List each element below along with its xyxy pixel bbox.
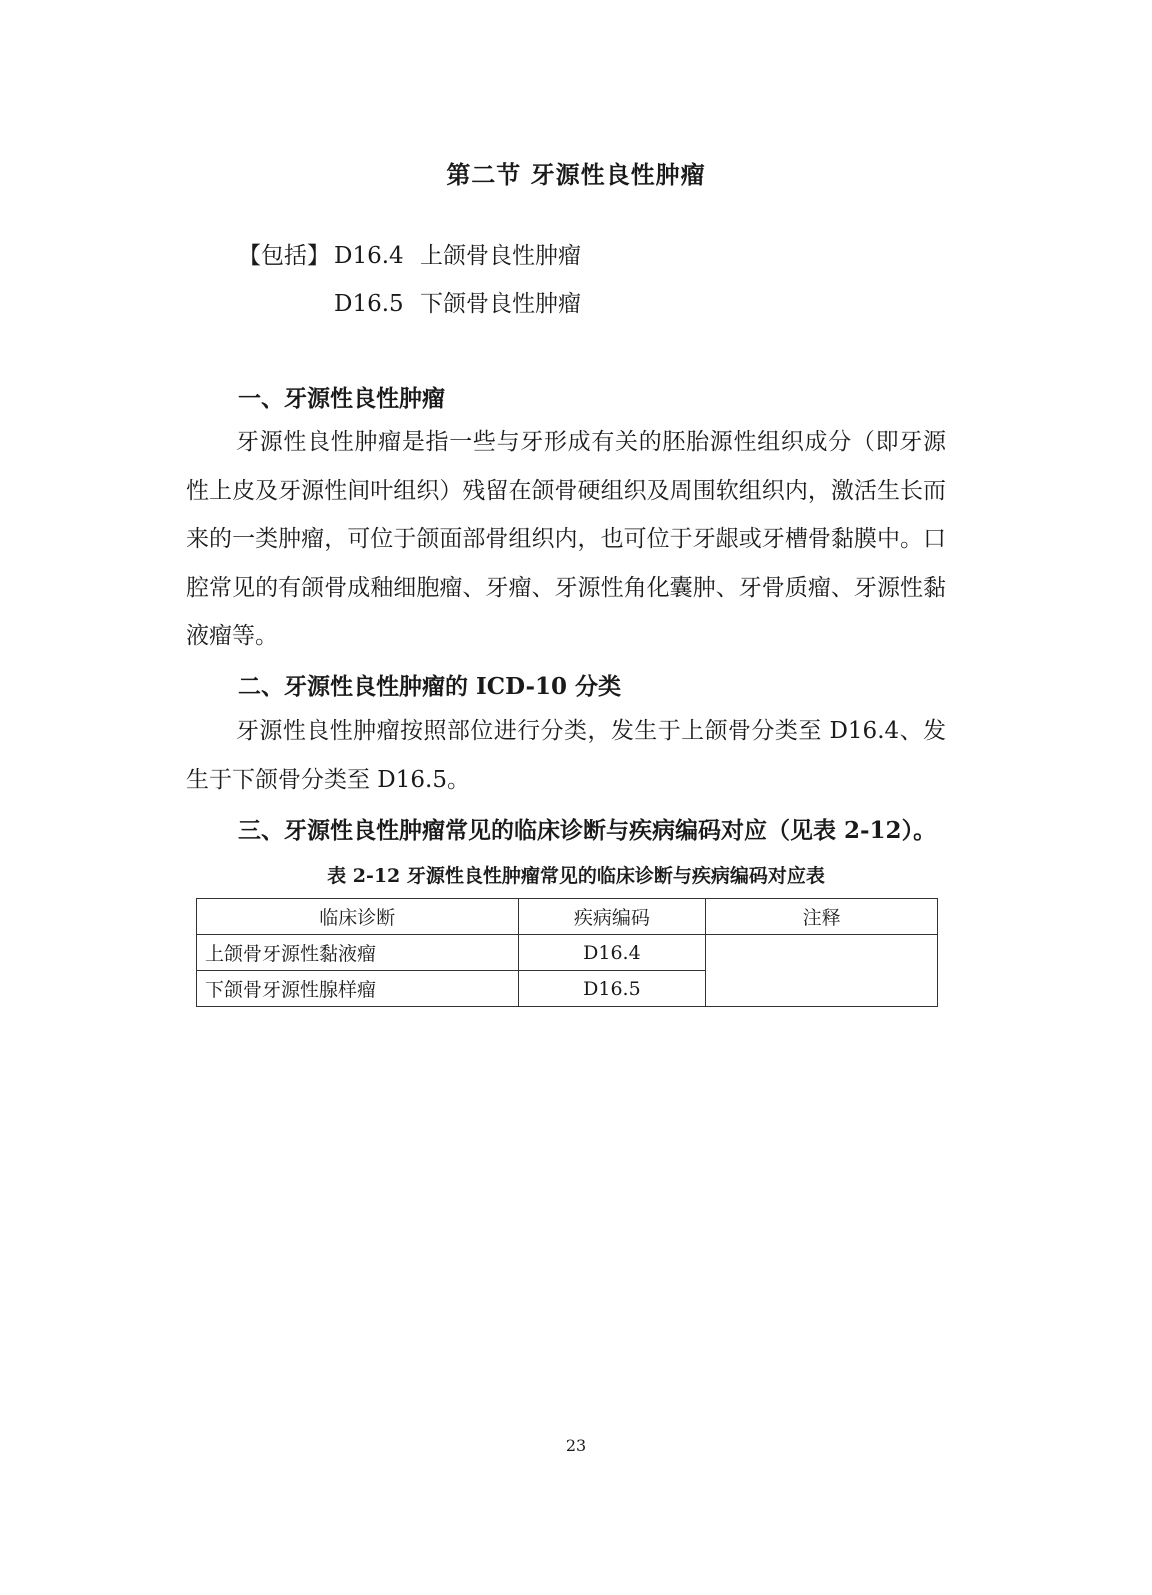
diagnosis-code-table: [196, 898, 938, 1007]
code-cell: D16.4: [518, 935, 706, 971]
code-cell: D16.5: [518, 971, 706, 1007]
includes-prefix: 【包括】: [238, 243, 330, 269]
includes-desc: 下颌骨良性肿瘤: [420, 291, 581, 317]
diagnosis-cell: 上颌骨牙源性黏液瘤: [197, 935, 519, 971]
includes-code: D16.5: [334, 291, 404, 317]
section-title: 第二节 牙源性良性肿瘤: [446, 160, 706, 189]
includes-code: D16.4: [334, 243, 404, 269]
includes-row: [238, 280, 581, 328]
section-heading-3: 三、牙源性良性肿瘤常见的临床诊断与疾病编码对应（见表 2-12）。: [238, 817, 937, 844]
includes-prefix-spacer: [238, 280, 334, 328]
section-paragraph-2: 牙源性良性肿瘤按照部位进行分类，发生于上颌骨分类至 D16.4、发生于下颌骨分类至 D16.5。: [186, 718, 946, 793]
note-cell: [706, 935, 938, 1007]
section-heading-2: 二、牙源性良性肿瘤的 ICD-10 分类: [238, 673, 622, 700]
table-header-cell: 临床诊断: [197, 899, 519, 935]
includes-row: [238, 232, 581, 280]
table-row: [197, 935, 938, 971]
section-heading-1: 一、牙源性良性肿瘤: [238, 385, 445, 412]
table-header-cell: 疾病编码: [518, 899, 706, 935]
page-number: 23: [565, 1436, 587, 1455]
table-header-row: [197, 899, 938, 935]
section-paragraph-1: 牙源性良性肿瘤是指一些与牙形成有关的胚胎源性组织成分（即牙源性上皮及牙源性间叶组织）残留在颌骨硬组织及周围软组织内，激活生长而来的一类肿瘤，可位于颌面部骨组织内，也可位于牙龈或牙槽骨黏膜中。口腔常见的有颌骨成釉细胞瘤、牙瘤、牙源性角化囊肿、牙骨质瘤、牙源性黏液瘤等。: [186, 429, 946, 649]
diagnosis-cell: 下颌骨牙源性腺样瘤: [197, 971, 519, 1007]
table-caption: 表 2-12 牙源性良性肿瘤常见的临床诊断与疾病编码对应表: [327, 865, 825, 887]
table-header-cell: 注释: [706, 899, 938, 935]
includes-block: [238, 232, 581, 328]
includes-desc: 上颌骨良性肿瘤: [420, 243, 581, 269]
